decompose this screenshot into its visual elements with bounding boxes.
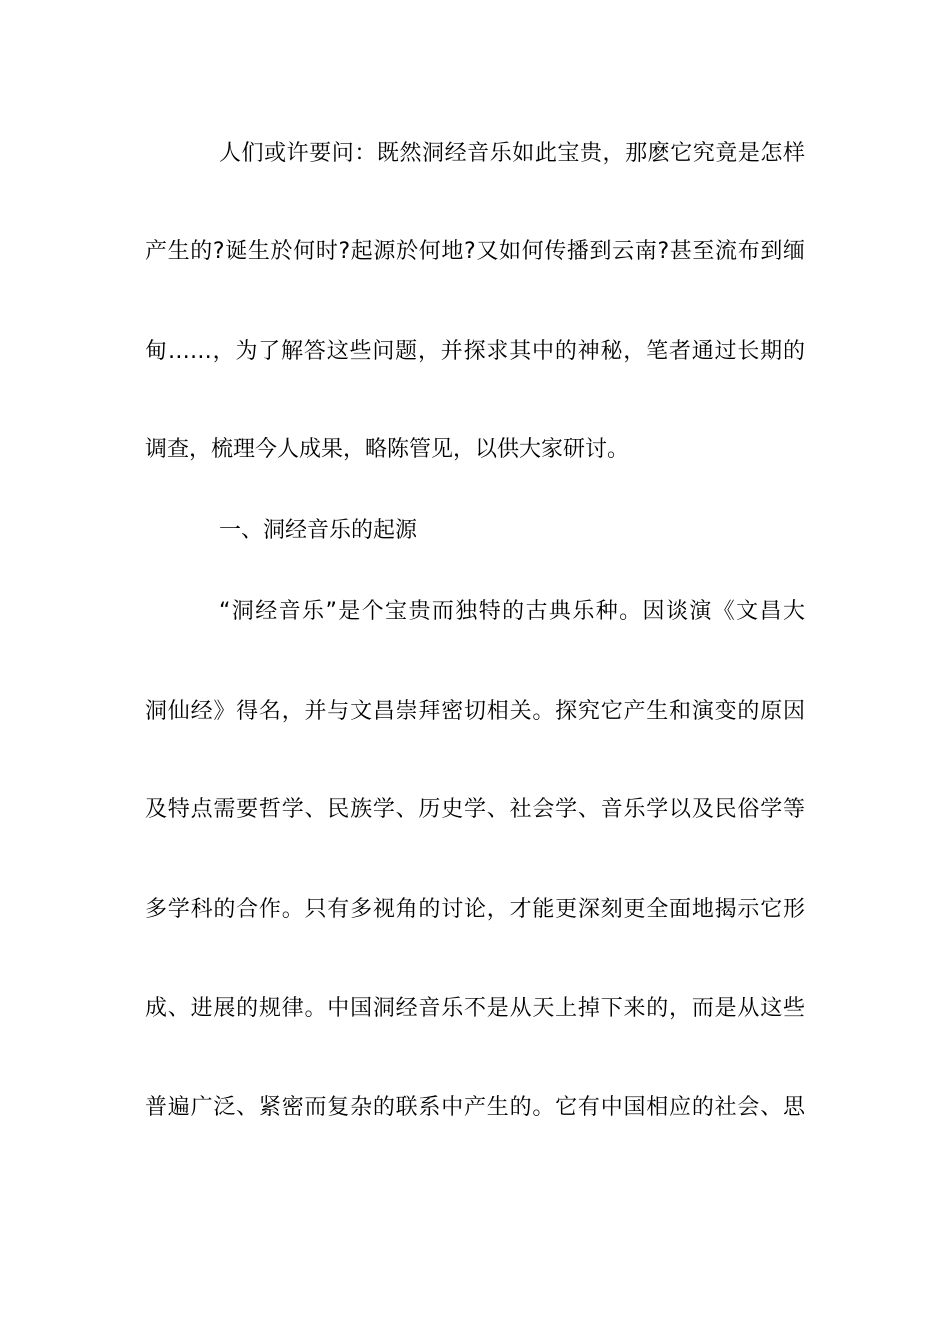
paragraph-2-line-2: 洞仙经》得名，并与文昌崇拜密切相关。探究它产生和演变的原因: [145, 699, 805, 724]
paragraph-1-line-4: 调查，梳理今人成果，略陈管见，以供大家研讨。: [145, 437, 630, 462]
paragraph-2-line-1: “洞经音乐”是个宝贵而独特的古典乐种。因谈演《文昌大: [219, 599, 805, 624]
paragraph-2-line-4: 多学科的合作。只有多视角的讨论，才能更深刻更全面地揭示它形: [145, 897, 805, 922]
paragraph-1-line-3: 甸……，为了解答这些问题，并探求其中的神秘，笔者通过长期的: [145, 339, 805, 364]
section-heading: 一、洞经音乐的起源: [219, 518, 418, 543]
paragraph-1-line-1: 人们或许要问：既然洞经音乐如此宝贵，那麽它究竟是怎样: [219, 141, 805, 166]
paragraph-2-line-6: 普遍广泛、紧密而复杂的联系中产生的。它有中国相应的社会、思: [145, 1095, 805, 1120]
paragraph-2-line-5: 成、进展的规律。中国洞经音乐不是从天上掉下来的，而是从这些: [145, 996, 805, 1021]
paragraph-2-line-3: 及特点需要哲学、民族学、历史学、社会学、音乐学以及民俗学等: [145, 797, 805, 822]
paragraph-1-line-2: 产生的?诞生於何时?起源於何地?又如何传播到云南?甚至流布到缅: [145, 239, 805, 264]
